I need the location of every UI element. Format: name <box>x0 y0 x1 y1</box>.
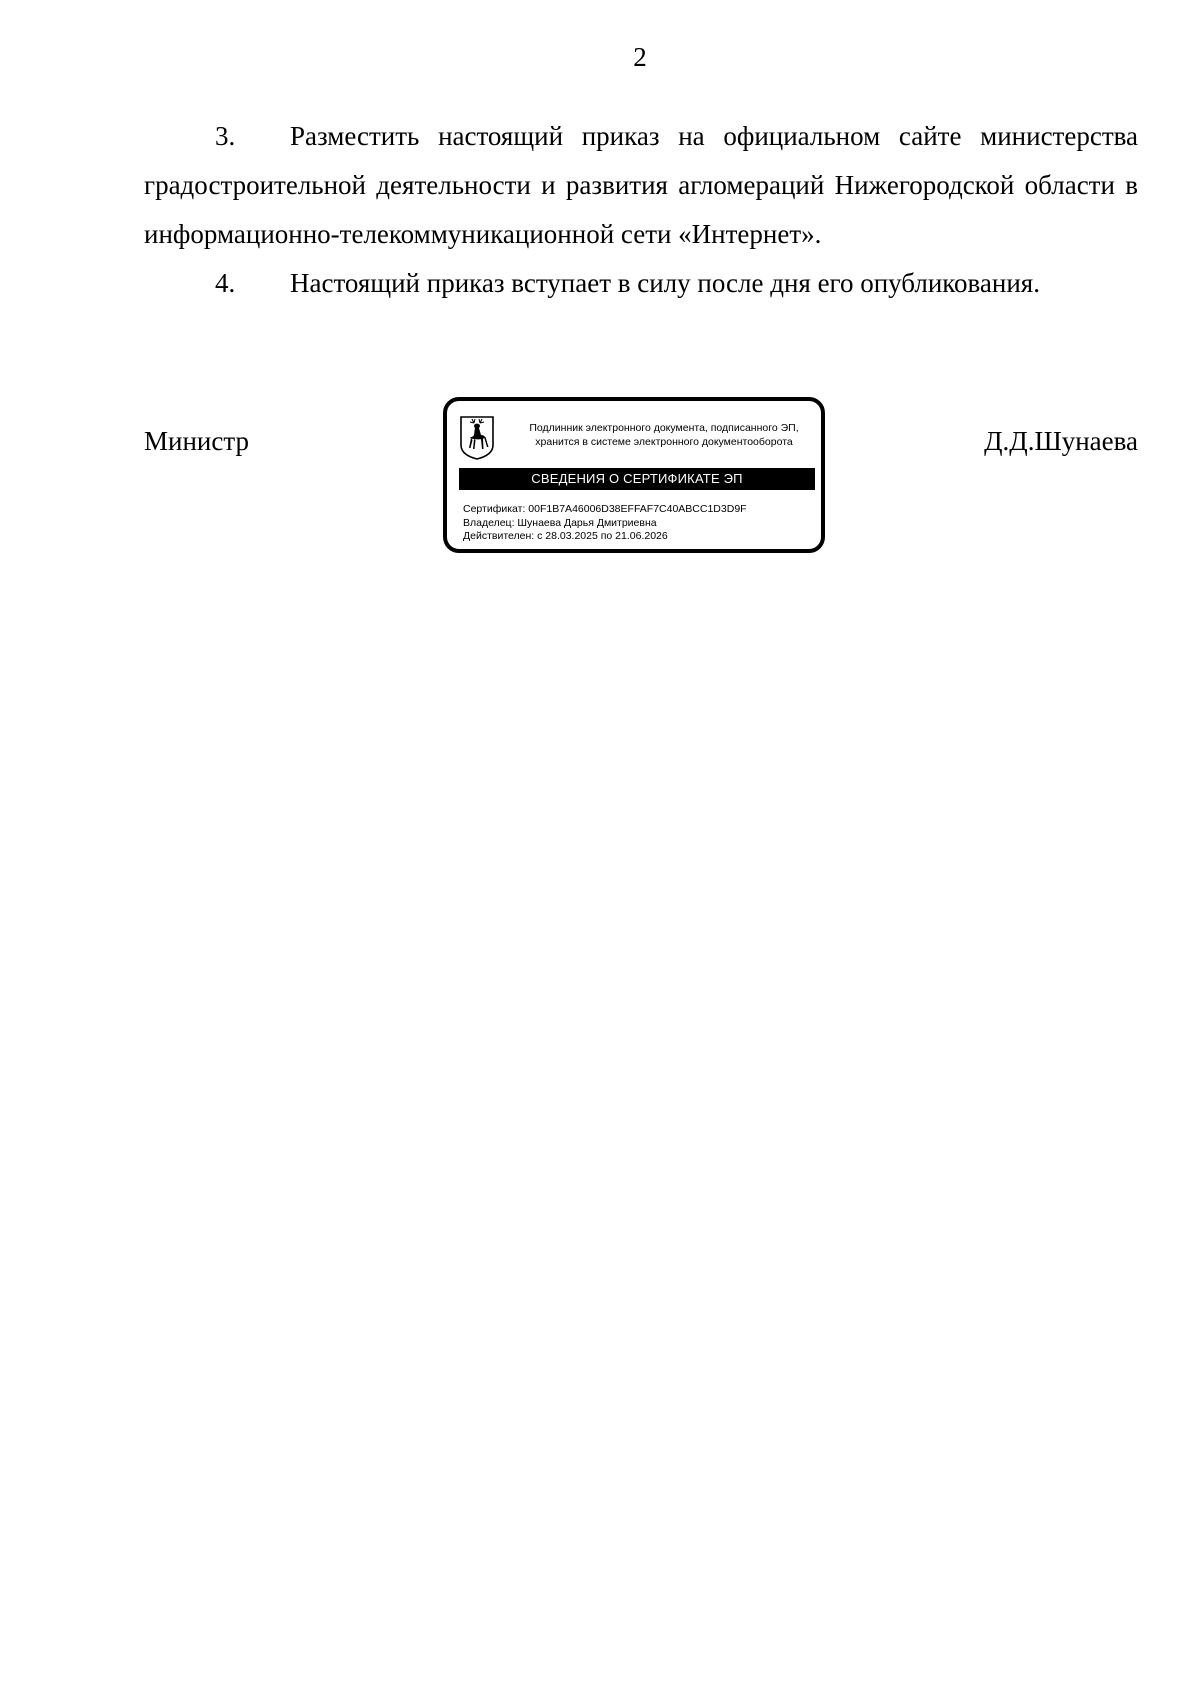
page-number: 2 <box>633 42 647 72</box>
paragraph-4 <box>144 259 1138 308</box>
paragraph-number: 3. <box>215 121 236 151</box>
stamp-header <box>511 421 817 449</box>
paragraph-text: Разместить настоящий приказ на официальном сайте министерства градостроительной деятельности и развития агломераций Нижегородской области в информационно-телекоммуникационной сети «Интернет». <box>144 121 1138 249</box>
signatory-name: Д.Д.Шунаева <box>984 426 1138 456</box>
document-body <box>144 112 1138 308</box>
signatory-position: Министр <box>144 426 249 456</box>
certificate-info-bar: СВЕДЕНИЯ О СЕРТИФИКАТЕ ЭП <box>459 468 815 490</box>
nizhny-novgorod-deer-emblem-icon <box>459 415 495 461</box>
paragraph-3 <box>144 112 1138 259</box>
stamp-header-line: хранится в системе электронного документооборота <box>535 436 793 448</box>
stamp-header-line: Подлинник электронного документа, подписанного ЭП, <box>529 422 799 434</box>
certificate-number: Сертификат: 00F1B7A46006D38EFFAF7C40ABCC1D3D9F <box>463 503 747 515</box>
certificate-details <box>463 503 747 544</box>
paragraph-text: Настоящий приказ вступает в силу после дня его опубликования. <box>290 268 1040 298</box>
electronic-signature-stamp <box>443 397 825 553</box>
certificate-owner: Владелец: Шунаева Дарья Дмитриевна <box>463 516 657 529</box>
certificate-validity: Действителен: с 28.03.2025 по 21.06.2026 <box>463 530 668 542</box>
paragraph-number: 4. <box>215 268 236 298</box>
